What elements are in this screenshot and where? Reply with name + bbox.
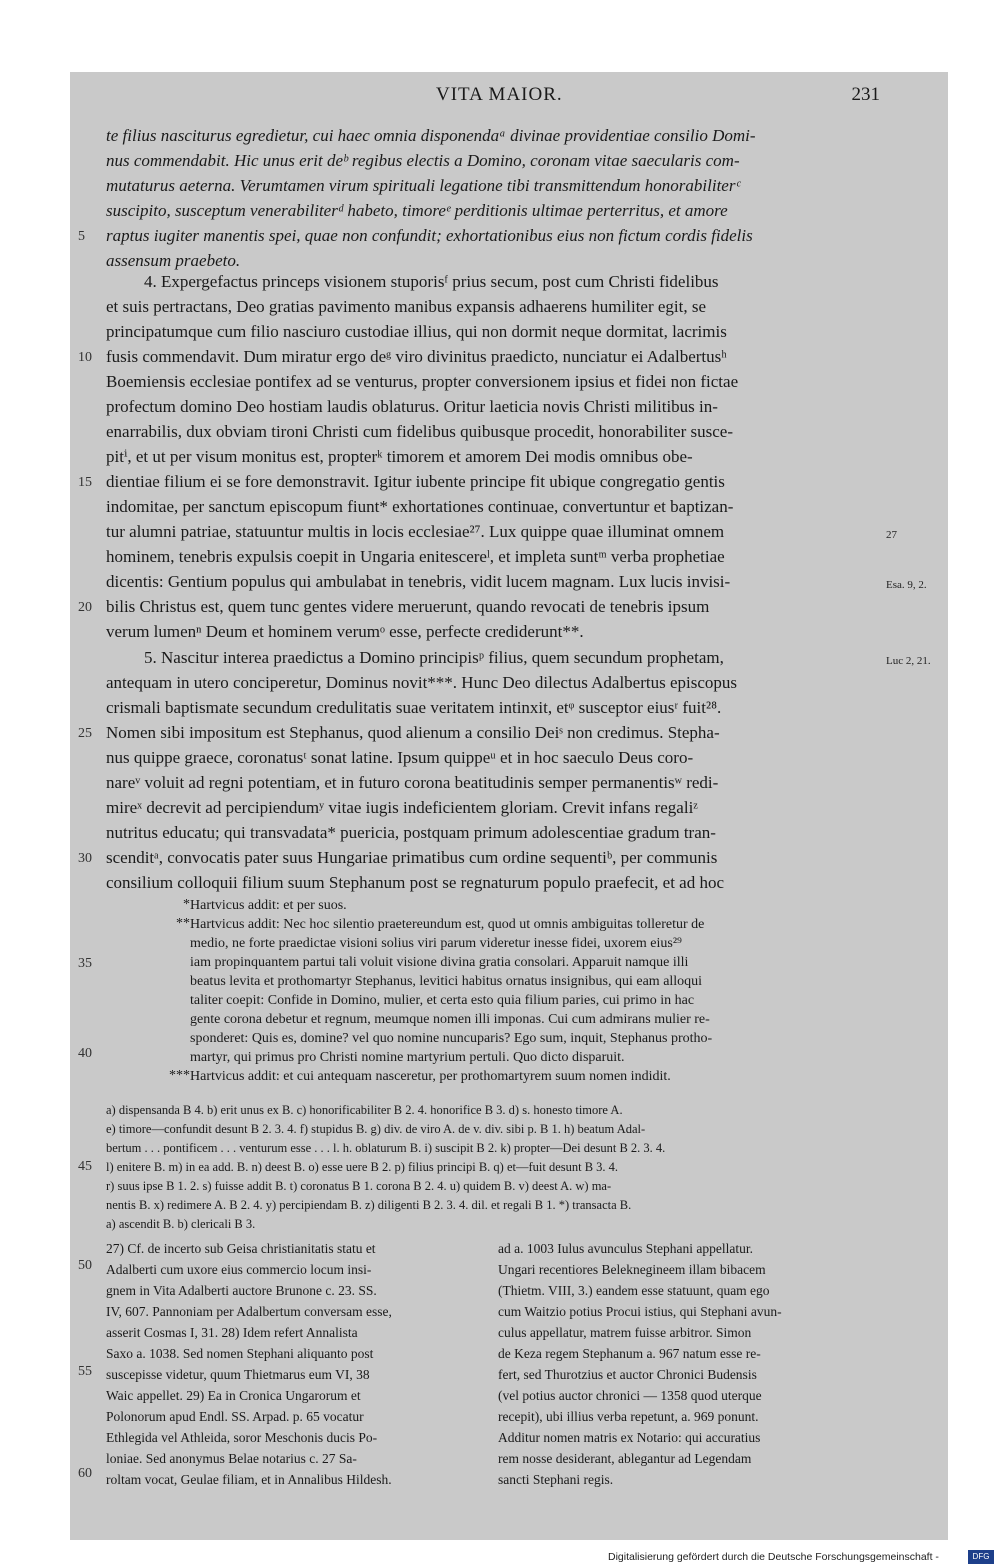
margin-note: Luc 2, 21. [886, 655, 931, 667]
funding-footer [600, 1550, 996, 1566]
note-left-line: asserit Cosmas I, 31. 28) Idem refert Annalista [106, 1325, 358, 1340]
note-right-line: recepit), ubi illius verba repetunt, a. 969 ponunt. [498, 1409, 759, 1424]
note-left-line: Waic appellet. 29) Ea in Cronica Ungarorum et [106, 1388, 361, 1403]
line-number: 55 [78, 1364, 92, 1379]
running-title: VITA MAIOR. [436, 84, 563, 105]
footnote-line: iam propinquantem partui tali voluit visione divina gratia consolari. Apparuit namque illi [190, 955, 689, 970]
variant-line: bertum . . . pontificem . . . venturum esse . . . l. h. oblaturum B. i) suscipit B 2. k) propter—Dei desunt B 2. 3. 4. [106, 1141, 666, 1155]
footnote-line: Hartvicus addit: Nec hoc silentio praetereundum est, quod ut omnis ambiguitas tolleretur de [190, 917, 705, 932]
footnote-line: sponderet: Quis es, domine? vel quo nomine nuncuparis? Ego sum, inquit, Stephanus protho- [190, 1031, 713, 1046]
footnote-mark: * [183, 897, 190, 912]
footnote-line: gente corona debetur et regnum, meumque nomen illi imponas. Cui cum admirans mulier re- [190, 1012, 710, 1027]
body-line: nus commendabit. Hic unus erit deᵇ regibus electis a Domino, coronam vitae saecularis com- [106, 151, 740, 170]
note-right-line: (Thietm. VIII, 3.) eandem esse statuunt, quam ego [498, 1283, 770, 1298]
body-line: nutritus educatu; qui transvadata* puericia, postquam primum adolescentiae gradum tran- [106, 823, 716, 842]
line-number: 35 [78, 956, 92, 971]
body-line: mireˣ decrevit ad percipiendumʸ vitae iugis indeficientem gloriam. Crevit infans regaliᶻ [106, 798, 698, 817]
margin-note: Esa. 9, 2. [886, 579, 927, 591]
line-number: 50 [78, 1258, 92, 1273]
body-line: nareᵛ voluit ad regni potentiam, et in futuro corona beatitudinis semper permanentisʷ redi- [106, 773, 719, 792]
body-line: raptus iugiter manentis spei, quae non confundit; exhortationibus eius non fictum cordis fidelis [106, 226, 753, 245]
body-line: mutaturus aeterna. Verumtamen virum spirituali legatione tibi transmittendum honorabiliterᶜ [106, 176, 740, 195]
body-line: Nomen sibi impositum est Stephanus, quod alienum a consilio Deiˢ non credimus. Stepha- [106, 723, 720, 742]
note-right-line: fert, sed Thurotzius et auctor Chronici Budensis [498, 1367, 757, 1382]
line-number: 60 [78, 1466, 92, 1481]
note-left-line: Adalberti cum uxore eius commercio locum insi- [106, 1262, 372, 1277]
variant-line: e) timore—confundit desunt B 2. 3. 4. f) stupidus B. g) div. de viro A. de v. div. sibi p. B 1. h) beatum Adal- [106, 1122, 646, 1136]
page-number: 231 [851, 84, 880, 105]
body-line: profectum domino Deo hostiam laudis oblaturus. Oritur laeticia novis Christi militibus in- [106, 397, 718, 416]
variant-line: l) enitere B. m) in ea add. B. n) deest B. o) esse uere B 2. p) filius principi B. q) et—fuit desunt B 3. 4. [106, 1160, 619, 1174]
body-line: 4. Expergefactus princeps visionem stuporisᶠ prius secum, post cum Christi fidelibus [144, 272, 719, 291]
footnote-line: medio, ne forte praedictae visioni solius viri parum videretur inesse fidei, uxorem eius²⁹ [190, 936, 682, 951]
body-line: indomitae, per sanctum episcopum fiunt* exhortationes continuae, convertuntur et baptizan- [106, 497, 734, 516]
note-left-line: Polonorum apud Endl. SS. Arpad. p. 65 vocatur [106, 1409, 364, 1424]
note-right-line: de Keza regem Stephanum a. 967 natum esse re- [498, 1346, 761, 1361]
variant-line: r) suus ipse B 1. 2. s) fuisse addit B. t) coronatus B 1. corona B 2. 4. u) quidem B. v) deest A. w) ma- [106, 1179, 612, 1193]
body-line: enarrabilis, dux obviam tironi Christi cum fidelibus quibusque procedit, honorabiliter susce- [106, 422, 733, 441]
margin-note: 27 [886, 529, 897, 541]
body-line: 5. Nascitur interea praedictus a Domino principisᵖ filius, quem secundum prophetam, [144, 648, 724, 667]
line-number: 30 [78, 851, 92, 866]
body-line: scenditᵃ, convocatis pater suus Hungariae primatibus cum ordine sequentiᵇ, per communis [106, 848, 718, 867]
note-right-line: culus appellatur, matrem fuisse arbitror. Simon [498, 1325, 752, 1340]
body-line: hominem, tenebris expulsis coepit in Ungaria enitescereˡ, et impleta suntᵐ verba prophetiae [106, 547, 725, 566]
funding-text: Digitalisierung gefördert durch die Deutsche Forschungsgemeinschaft - [608, 1551, 939, 1563]
note-right-line: (vel potius auctor chronici — 1358 quod uterque [498, 1388, 762, 1403]
line-number: 40 [78, 1046, 92, 1061]
running-header [106, 84, 880, 114]
dfg-logo: DFG [968, 1550, 994, 1564]
body-line: dientiae filium ei se fore demonstravit. Igitur iubente principe fit ubique congregatio gentis [106, 472, 725, 491]
note-right-line: rem nosse desiderant, ablegantur ad Legendam [498, 1451, 752, 1466]
body-line: suscipito, susceptum venerabiliterᵈ habeto, timoreᵉ perditionis ultimae perterritus, et amore [106, 201, 728, 220]
line-number: 15 [78, 475, 92, 490]
body-line: fusis commendavit. Dum miratur ergo deᵍ viro divinitus praedicto, nunciatur ei Adalbertusʰ [106, 347, 727, 366]
line-number: 10 [78, 350, 92, 365]
body-line: bilis Christus est, quem tunc gentes videre meruerunt, quando revocati de tenebris ipsum [106, 597, 710, 616]
footnote-mark: ** [176, 916, 190, 931]
note-right-line: cum Waitzio potius Procui istius, qui Stephani avun- [498, 1304, 782, 1319]
note-left-line: Saxo a. 1038. Sed nomen Stephani aliquanto post [106, 1346, 374, 1361]
line-number: 5 [78, 229, 85, 244]
body-line: principatumque cum filio nasciuro custodiae illius, qui non dormit neque dormitat, lacrimis [106, 322, 727, 341]
note-left-line: suscepisse videtur, quum Thietmarus eum VI, 38 [106, 1367, 370, 1382]
footnote-mark: *** [169, 1068, 190, 1083]
line-number: 45 [78, 1159, 92, 1174]
footnote-line: Hartvicus addit: et per suos. [190, 898, 347, 913]
body-line: crismali baptismate secundum credulitatis suae veritatem intinxit, etᵠ susceptor eiusʳ fuit²⁸. [106, 698, 722, 717]
variant-line: a) ascendit B. b) clericali B 3. [106, 1217, 256, 1231]
body-line: antequam in utero conciperetur, Dominus novit***. Hunc Deo dilectus Adalbertus episcopus [106, 673, 738, 692]
body-line: Boemiensis ecclesiae pontifex ad se venturus, propter conversionem ipsius et fidei non fictae [106, 372, 739, 391]
note-left-line: 27) Cf. de incerto sub Geisa christianitatis statu et [106, 1241, 376, 1256]
body-line: dicentis: Gentium populus qui ambulabat in tenebris, vidit lucem magnam. Lux lucis invisi- [106, 572, 731, 591]
note-left-line: IV, 607. Pannoniam per Adalbertum conversam esse, [106, 1304, 392, 1319]
body-line: assensum praebeto. [106, 251, 241, 270]
body-line: pitⁱ, et ut per visum monitus est, propterᵏ timorem et amorem Dei modis omnibus obe- [106, 447, 693, 466]
body-line: tur alumni patriae, statuuntur multis in locis ecclesiae²⁷. Lux quippe quae illuminat omnem [106, 522, 725, 541]
note-right-line: Ungari recentiores Beleknegineem illam bibacem [498, 1262, 766, 1277]
variant-line: a) dispensanda B 4. b) erit unus ex B. c) honorificabiliter B 2. 4. honorifice B 3. d) s. honesto timore A. [106, 1103, 623, 1117]
note-left-line: roltam vocat, Geulae filiam, et in Annalibus Hildesh. [106, 1472, 392, 1487]
footnote-line: taliter coepit: Confide in Domino, mulier, et certa esto quia filium paries, cui primo in hac [190, 993, 695, 1008]
note-right-line: Additur nomen matris ex Notario: qui accuratius [498, 1430, 761, 1445]
body-line: verum lumenⁿ Deum et hominem verumᵒ esse, perfecte crediderunt**. [106, 622, 584, 641]
note-left-line: loniae. Sed anonymus Belae notarius c. 27 Sa- [106, 1451, 357, 1466]
note-left-line: gnem in Vita Adalberti auctore Brunone c. 23. SS. [106, 1283, 377, 1298]
footnote-line: martyr, qui primus pro Christi nomine martyrium pertuli. Quo dicto disparuit. [190, 1050, 625, 1065]
body-line: nus quippe graece, coronatusᵗ sonat latine. Ipsum quippeᵘ et in hoc saeculo Deus coro- [106, 748, 694, 767]
variant-line: nentis B. x) redimere A. B 2. 4. y) percipiendam B. z) diligenti B 2. 3. 4. dil. et regali B 1. *) transacta B. [106, 1198, 632, 1212]
line-number: 20 [78, 600, 92, 615]
note-right-line: sancti Stephani regis. [498, 1472, 614, 1487]
body-line: te filius nasciturus egredietur, cui haec omnia disponendaᵃ divinae providentiae consilio Domi- [106, 126, 756, 145]
line-number: 25 [78, 726, 92, 741]
body-line: consilium colloquii filium suum Stephanum post se regnaturum populo praefecit, et ad hoc [106, 873, 725, 892]
footnote-line: Hartvicus addit: et cui antequam nasceretur, per prothomartyrem suum nomen indidit. [190, 1069, 671, 1084]
note-left-line: Ethlegida vel Athleida, soror Meschonis ducis Po- [106, 1430, 378, 1445]
footnote-line: beatus levita et prothomartyr Stephanus, levitici habitus ornatus insignibus, qui eam alloqui [190, 974, 703, 989]
note-right-line: ad a. 1003 Iulus avunculus Stephani appellatur. [498, 1241, 753, 1256]
body-line: et suis pertractans, Deo gratias pavimento manibus expansis adhaerens humiliter egit, se [106, 297, 707, 316]
